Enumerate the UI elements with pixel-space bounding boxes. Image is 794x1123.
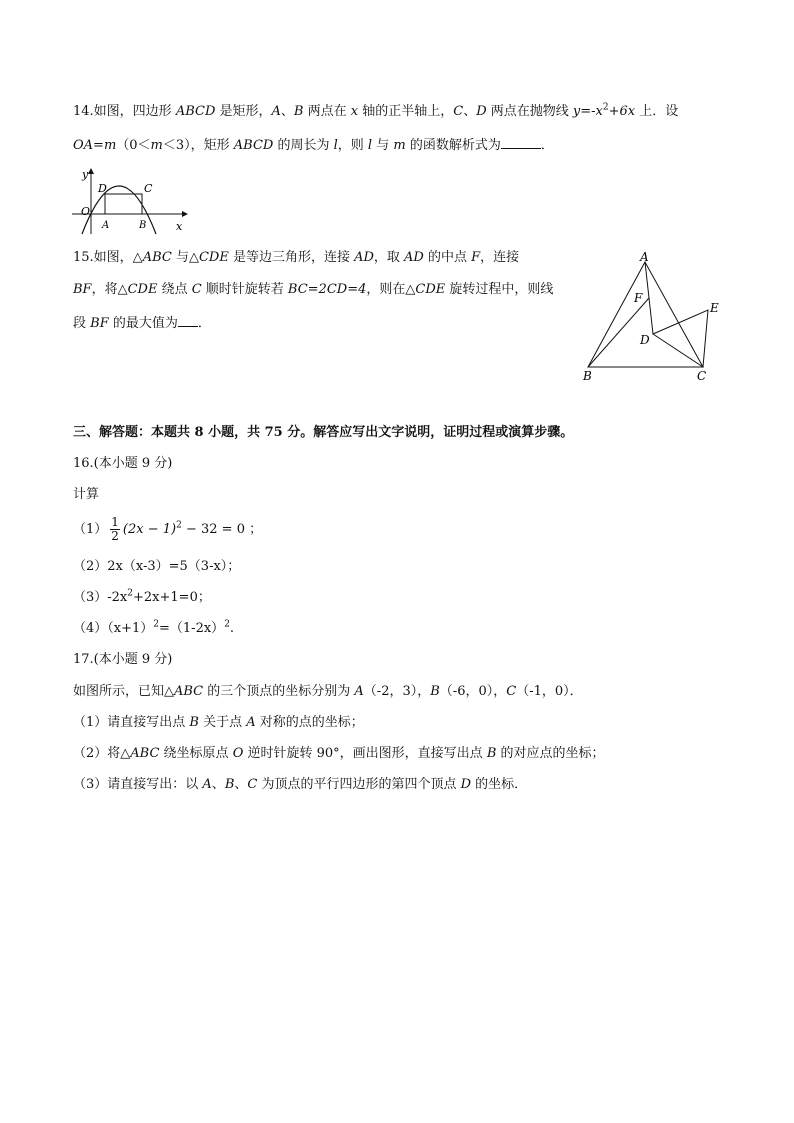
q15-line-3: 段 BF 的最大值为 ．	[73, 316, 211, 331]
y-axis-arrow	[88, 168, 94, 174]
q17-header: 17.(本小题 9 分)	[73, 652, 173, 667]
q15-line-1: 15.如图，△ABC 与△CDE 是等边三角形，连接 AD，取 AD 的中点 F，连接	[73, 250, 520, 265]
q16-part-1: （1） $\frac{1}{2}$ $(2x - 1)^2 - 32 = 0$ ；	[73, 515, 263, 543]
q14-line-2: OA=m（0＜m＜3），矩形 ABCD 的周长为 l，则 l 与 m 的函数解析式为 ．	[73, 138, 554, 153]
label-d: D	[98, 182, 107, 195]
x-axis-arrow	[182, 211, 188, 217]
label-e: E	[710, 301, 719, 315]
triangle-abc	[588, 262, 703, 367]
q16-part-3: $(3)-2x^2+2x+1=0$；	[73, 588, 211, 605]
q14-line-1: 14.如图，四边形 ABCD 是矩形，A、B 两点在 x 轴的正半轴上，C、D 两点在抛物线 $y=-x^2+6x$ 上．设	[73, 102, 679, 119]
label-c: C	[697, 369, 707, 383]
label-d: D	[640, 333, 650, 347]
q16-header: 16.(本小题 9 分)	[73, 456, 173, 471]
q17-part-3: （3）请直接写出：以 A、B、C 为顶点的平行四边形的第四个顶点 D 的坐标．	[73, 777, 528, 792]
q17-intro: 如图所示，已知△ABC 的三个顶点的坐标分别为 A（-2，3），B（-6，0），C（-1，0）．	[73, 684, 583, 699]
answer-blank-q15	[178, 314, 198, 327]
label-x: x	[176, 220, 183, 233]
label-a: A	[640, 250, 649, 264]
q17-part-2: （2）将△ABC 绕坐标原点 O 逆时针旋转 90°，画出图形，直接写出点 B 的对应点的坐标；	[73, 746, 605, 761]
q17-part-1: （1）请直接写出点 B 关于点 A 对称的点的坐标；	[73, 715, 364, 730]
label-y: y	[82, 168, 89, 181]
q15-triangle-figure	[578, 250, 728, 385]
fraction-one-half: $\frac{1}{2}$	[111, 515, 119, 543]
triangle-cde	[653, 310, 708, 367]
answer-blank-q14	[501, 136, 541, 149]
label-b: B	[583, 369, 592, 383]
q16-intro: 计算	[73, 487, 100, 502]
q16-part-4: $(4)(x+1)^2=(1-2x)^2$.	[73, 619, 235, 636]
label-o: O	[81, 205, 91, 218]
label-a: A	[102, 220, 110, 231]
q14-parabola-figure	[72, 166, 192, 236]
label-f: F	[634, 291, 643, 305]
q15-line-2: BF，将△CDE 绕点 C 顺时针旋转若 BC=2CD=4，则在△CDE 旋转过程中，则线	[73, 282, 554, 297]
section-3-heading: 三、解答题：本题共 8 小题，共 75 分。解答应写出文字说明，证明过程或演算步骤。	[73, 425, 574, 440]
label-b: B	[139, 220, 147, 231]
label-c: C	[144, 182, 153, 195]
q16-part-2: （2）2x（x-3）=5（3-x）；	[73, 559, 241, 574]
